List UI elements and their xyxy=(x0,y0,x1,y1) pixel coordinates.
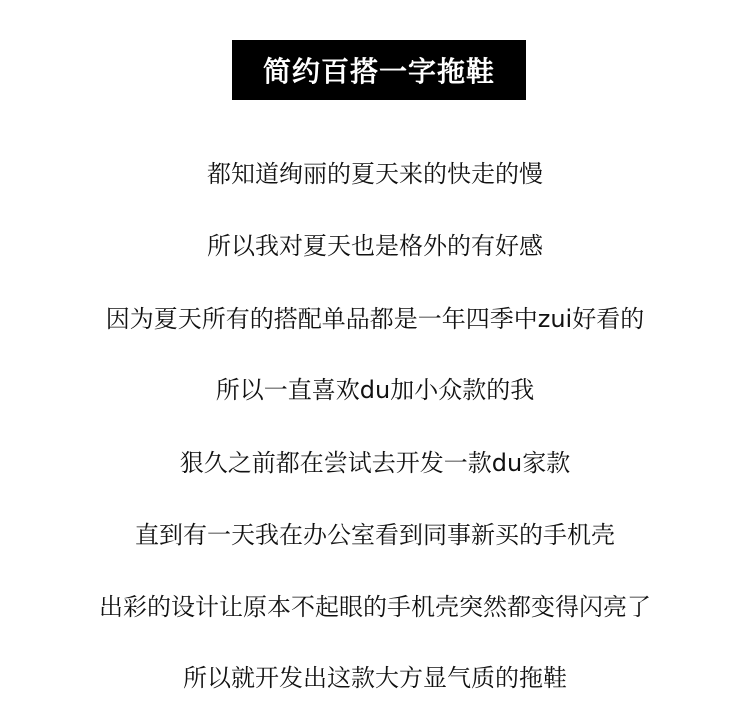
text-line-1: 都知道绚丽的夏天来的快走的慢 xyxy=(207,160,543,188)
text-line-5: 狠久之前都在尝试去开发一款du家款 xyxy=(179,449,571,477)
title-banner xyxy=(232,40,526,100)
text-line-6: 直到有一天我在办公室看到同事新买的手机壳 xyxy=(135,521,615,549)
text-line-8: 所以就开发出这款大方显气质的拖鞋 xyxy=(183,664,567,692)
text-line-2: 所以我对夏天也是格外的有好感 xyxy=(207,232,543,260)
text-line-7: 出彩的设计让原本不起眼的手机壳突然都变得闪亮了 xyxy=(99,593,651,621)
text-line-3: 因为夏天所有的搭配单品都是一年四季中zui好看的 xyxy=(105,305,645,333)
page-title: 简约百搭一字拖鞋 xyxy=(262,55,495,88)
text-line-4: 所以一直喜欢du加小众款的我 xyxy=(215,376,535,404)
